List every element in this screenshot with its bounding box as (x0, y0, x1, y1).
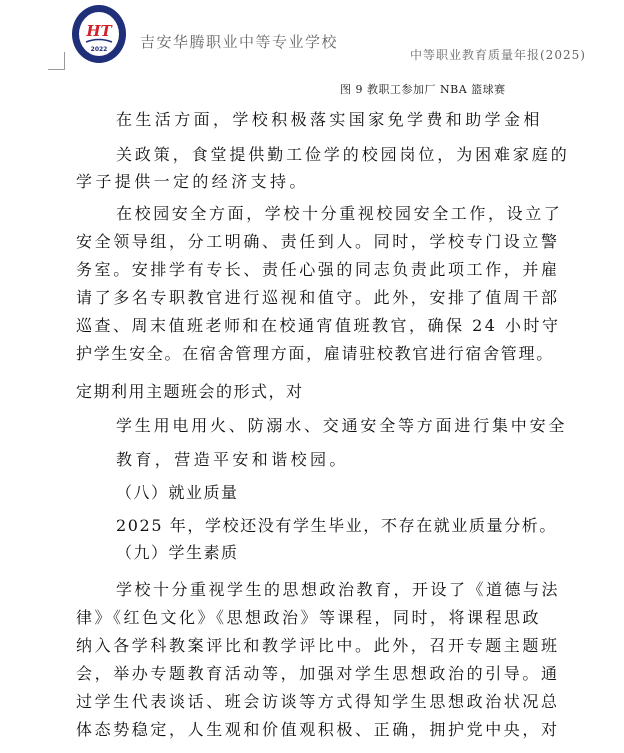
school-name: 吉安华腾职业中等专业学校 (140, 33, 339, 51)
section-heading-employment: （八）就业质量 (116, 483, 239, 502)
body-line: 会，举办专题教育活动等，加强对学生思想政治的引导。通 (76, 664, 560, 683)
svg-text:HT: HT (86, 22, 112, 40)
body-line: 体态势稳定，人生观和价值观积极、正确，拥护党中央，对 (76, 720, 560, 739)
body-line: 护学生安全。在宿舍管理方面，雇请驻校教官进行宿舍管理。 (76, 344, 554, 363)
section-heading-student-quality: （九）学生素质 (116, 543, 239, 562)
body-line: 学子提供一定的经济支持。 (76, 172, 309, 191)
body-line: 巡查、周末值班老师和在校通宵值班教官，确保 24 小时守 (76, 316, 561, 335)
body-line: 律》《红色文化》《思想政治》等课程，同时，将课程思政 (76, 608, 542, 627)
body-line: 请了多名专职教官进行巡视和值守。此外，安排了值周干部 (76, 288, 560, 307)
body-line: 在生活方面，学校积极落实国家免学费和助学金相 (116, 110, 543, 129)
body-line: 教育，营造平安和谐校园。 (116, 450, 349, 469)
body-line: 定期利用主题班会的形式，对 (76, 382, 304, 401)
svg-text:2022: 2022 (90, 46, 108, 53)
body-line: 在校园安全方面，学校十分重视校园安全工作，设立了 (116, 204, 563, 223)
body-line: 过学生代表谈话、班会访谈等方式得知学生思想政治状况总 (76, 692, 560, 711)
figure-caption: 图 9 教职工参加厂 NBA 篮球赛 (340, 83, 506, 96)
body-line: 务室。安排学有专长、责任心强的同志负责此项工作，并雇 (76, 260, 560, 279)
body-line: 学校十分重视学生的思想政治教育，开设了《道德与法 (116, 580, 561, 599)
body-line: 2025 年，学校还没有学生毕业，不存在就业质量分析。 (116, 516, 558, 535)
body-line: 关政策，食堂提供勤工俭学的校园岗位，为困难家庭的 (116, 145, 570, 164)
school-logo (70, 3, 128, 65)
body-line: 纳入各学科教案评比和教学评比中。此外，召开专题主题班 (76, 636, 560, 655)
body-line: 学生用电用火、防溺水、交通安全等方面进行集中安全 (116, 416, 568, 435)
report-title: 中等职业教育质量年报(2025) (410, 48, 586, 62)
body-line: 安全领导组，分工明确、责任到人。同时，学校专门设立警 (76, 232, 560, 251)
page-corner-mark (48, 52, 65, 70)
